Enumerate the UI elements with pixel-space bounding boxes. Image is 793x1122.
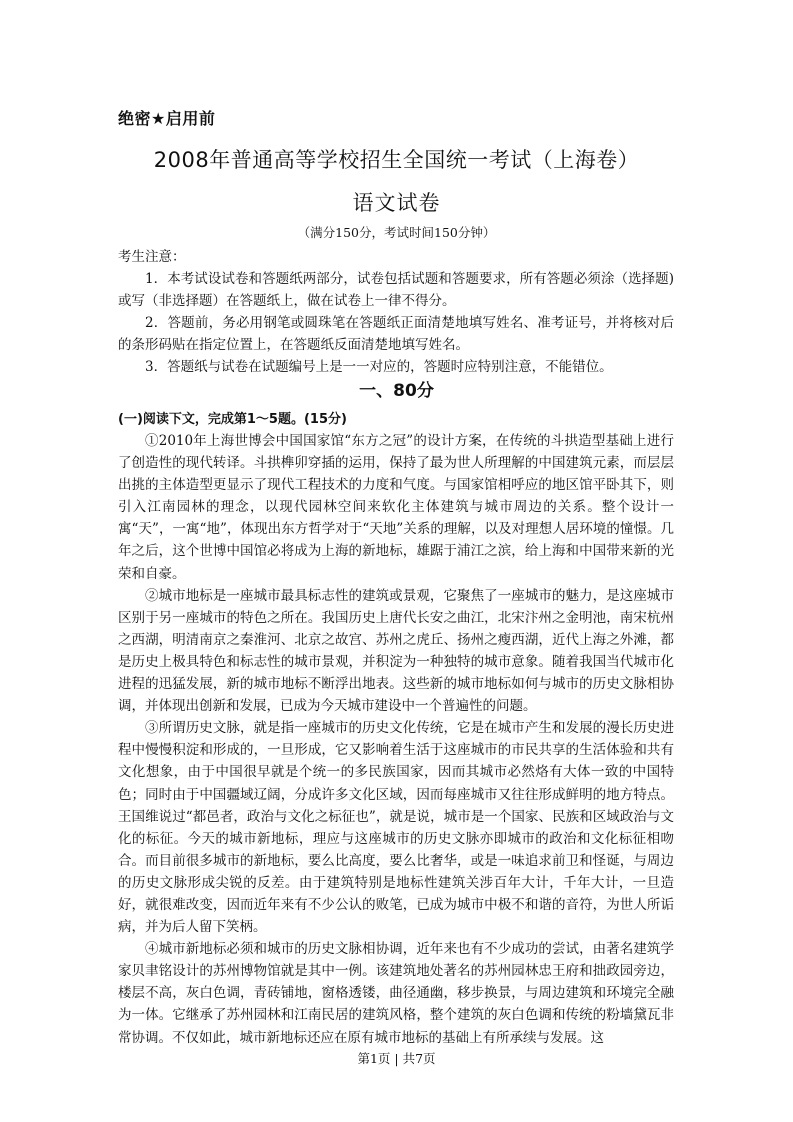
section-heading: 一、80分 — [359, 381, 434, 401]
candidate-notice — [118, 246, 674, 378]
paper-title: 语文试卷 — [352, 191, 441, 215]
article-paragraph-3: ③所谓历史文脉，就是指一座城市的历史文化传统，它是在城市产生和发展的漫长历史进程中慢慢积淀和形成的，一旦形成，它又影响着生活于这座城市的市民共享的生活体验和共有文化想象，由于中国很早就是个统一的多民族国家，因而其城市必然烙有大体一致的中国特色；同时由于中国疆域辽阔，分成许多文化区域，因而每座城市又往往形成鲜明的地方特点。王国维说过“都邑者，政治与文化之标征也”，就是说，城市是一个国家、民族和区域政治与文化的标征。今天的城市新地标，理应与这座城市的历史文脉亦即城市的政治和文化标征相吻合。而目前很多城市的新地标，要么比高度，要么比奢华，或是一味追求前卫和怪诞，与周边的历史文脉形成尖锐的反差。由于建筑特别是地标性建筑关涉百年大计，千年大计，一旦造好，就很难改变，因而近年来有不少公认的败笔，已成为城市中极不和谐的音符，为世人所诟病，并为后人留下笑柄。 — [118, 720, 674, 936]
score-info: （满分150分，考试时间150分钟） — [297, 225, 496, 240]
article-paragraph-4: ④城市新地标必须和城市的历史文脉相协调，近年来也有不少成功的尝试，由著名建筑学家贝聿铭设计的苏州博物馆就是其中一例。该建筑地处著名的苏州园林忠王府和拙政园旁边，楼层不高，灰白色调，青砖铺地，窗格透镂，曲径通幽，移步换景，与周边建筑和环境完全融为一体。它继承了苏州园林和江南民居的建筑风格，整个建筑的灰白色调和传统的粉墙黛瓦非常协调。不仅如此，城市新地标还应在原有城市地标的基础上有所承续与发展。这 — [118, 941, 674, 1046]
notice-item-2: 2．答题前，务必用钢笔或圆珠笔在答题纸正面清楚地填写姓名、准考证号，并将核对后的条形码贴在指定位置上，在答题纸反面清楚地填写姓名。 — [118, 315, 674, 353]
notice-item-3: 3．答题纸与试卷在试题编号上是一一对应的，答题时应特别注意，不能错位。 — [145, 359, 613, 375]
notice-heading: 考生注意： — [118, 249, 186, 265]
page-footer: 第1页 | 共7页 — [357, 1051, 436, 1066]
secret-label: 绝密★启用前 — [118, 109, 216, 128]
notice-item-1: 1．本考试设试卷和答题纸两部分，试卷包括试题和答题要求，所有答题必须涂（选择题)或写（非选择题）在答题纸上，做在试卷上一律不得分。 — [118, 271, 674, 309]
article-paragraph-1: ①2010年上海世博会中国国家馆“东方之冠”的设计方案，在传统的斗拱造型基础上进行了创造性的现代转译。斗拱榫卯穿插的运用，保持了最为世人所理解的中国建筑元素，而层层出挑的主体造型更显示了现代工程技术的力度和气度。与国家馆相呼应的地区馆平卧其下，则引入江南园林的理念，以现代园林空间来软化主体建筑与城市周边的关系。整个设计一寓“天”，一寓“地”，体现出东方哲学对于“天地”关系的理解，以及对理想人居环境的憧憬。几年之后，这个世博中国馆必将成为上海的新地标，雄踞于浦江之滨，给上海和中国带来新的光荣和自豪。 — [118, 433, 674, 582]
article-paragraph-2: ②城市地标是一座城市最具标志性的建筑或景观，它聚焦了一座城市的魅力，是这座城市区别于另一座城市的特色之所在。我国历史上唐代长安之曲江，北宋汴州之金明池，南宋杭州之西湖，明清南京之秦淮河、北京之故宫、苏州之虎丘、扬州之瘦西湖，近代上海之外滩，都是历史上极具特色和标志性的城市景观，并积淀为一种独特的城市意象。随着我国当代城市化进程的迅猛发展，新的城市地标不断浮出地表。这些新的城市地标如何与城市的历史文脉相协调，并体现出创新和发展，已成为今天城市建设中一个普遍性的问题。 — [118, 587, 674, 715]
reading-article — [118, 430, 674, 1049]
part-heading: (一)阅读下文，完成第1～5题。(15分) — [118, 412, 347, 427]
exam-title: 2008年普通高等学校招生全国统一考试（上海卷） — [153, 148, 640, 172]
